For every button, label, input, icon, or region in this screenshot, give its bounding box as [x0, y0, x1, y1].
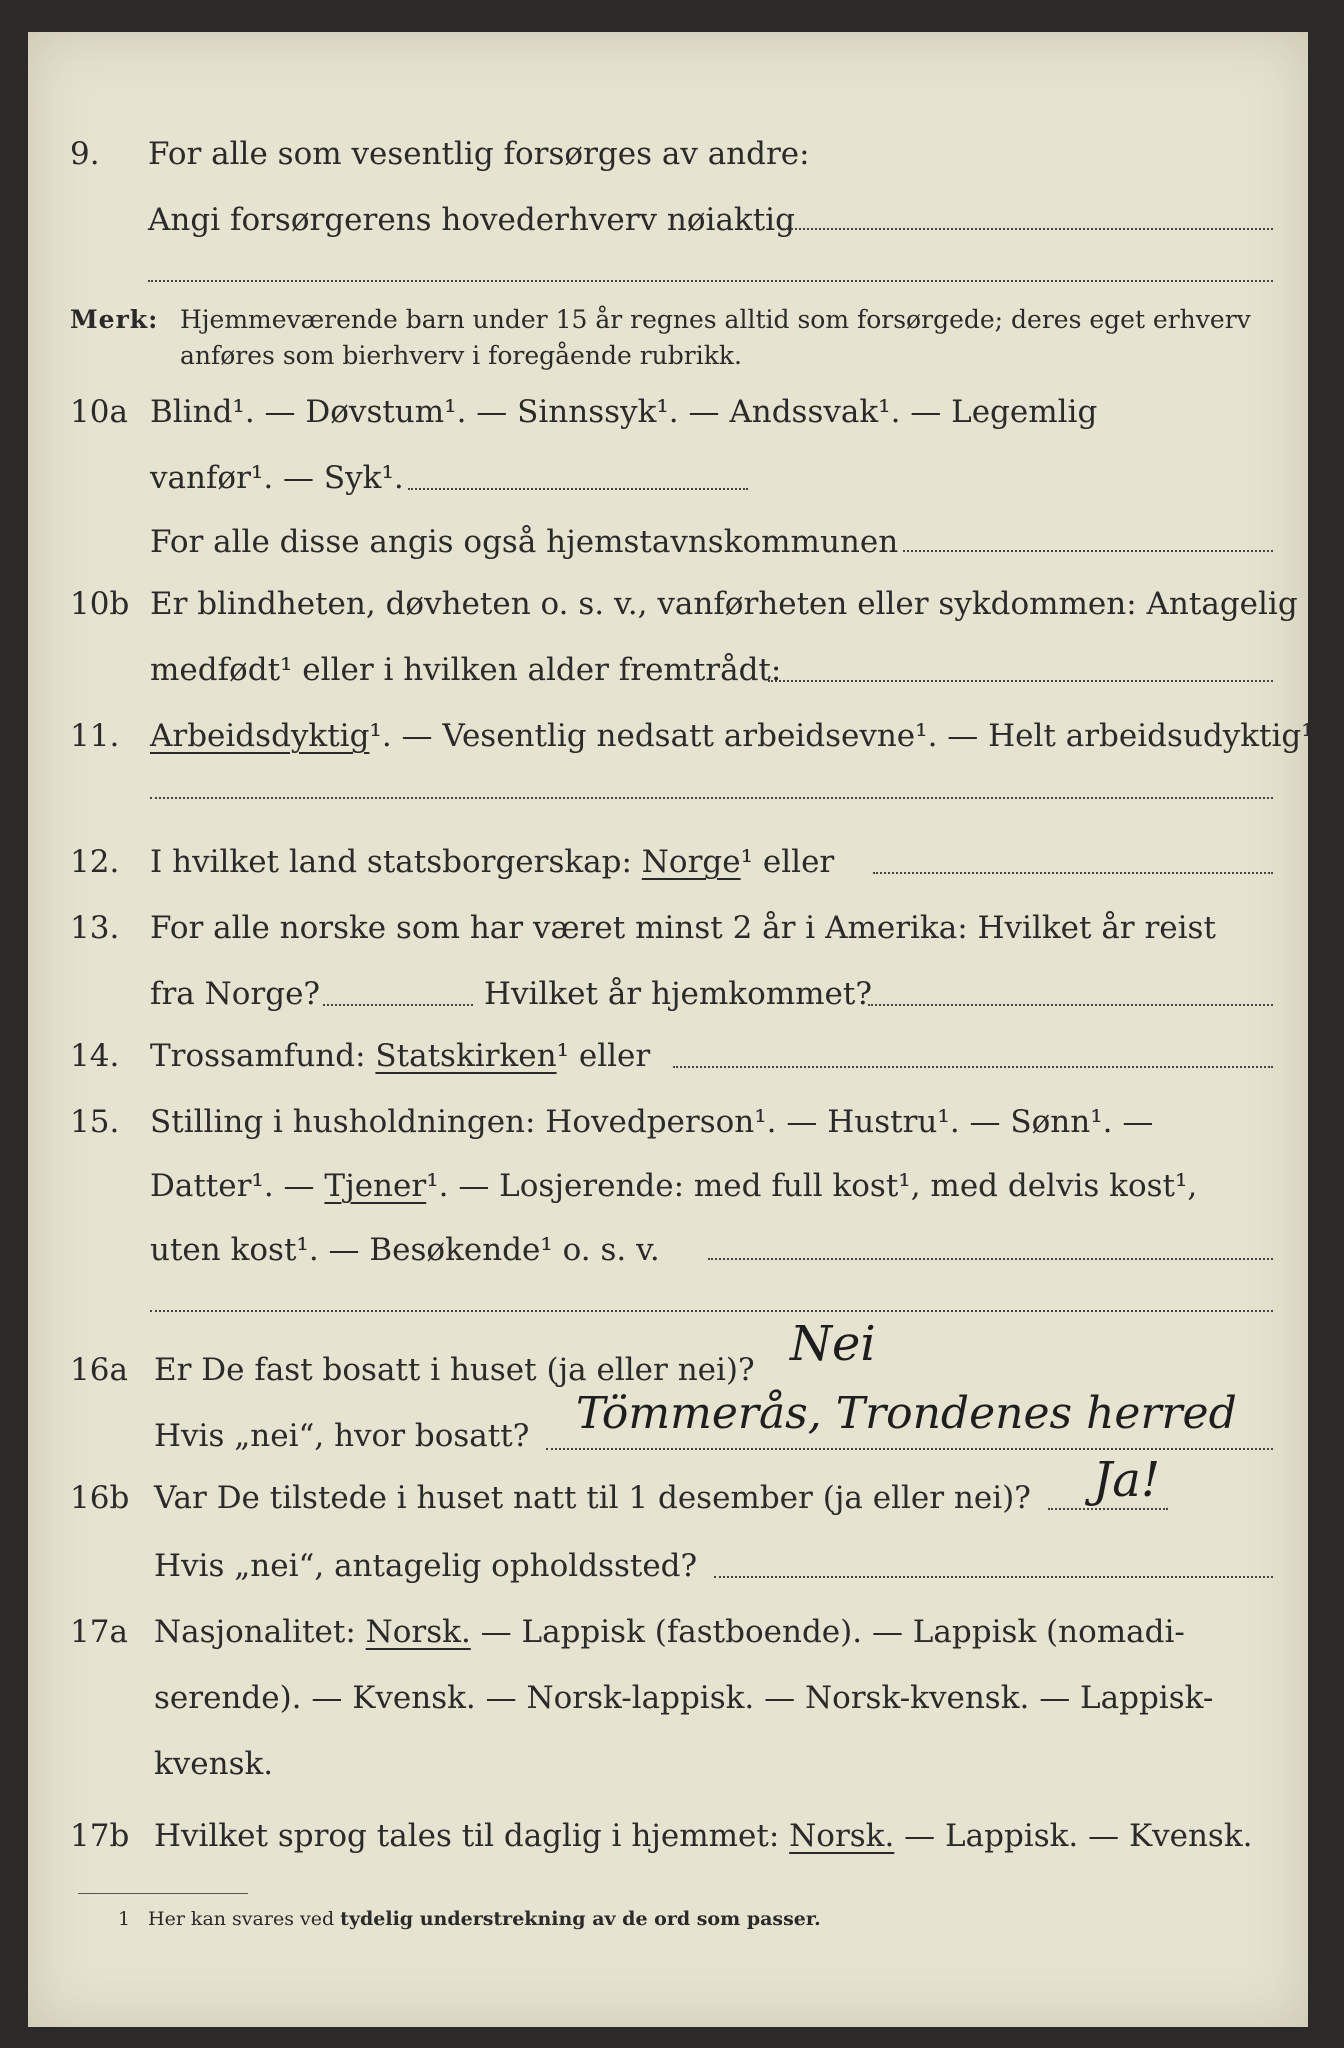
census-form-page [28, 32, 1324, 2027]
q17a-line1 [154, 1612, 1185, 1652]
q17b-question: Hvilket sprog tales til daglig i hjemmet: [154, 1818, 780, 1854]
q15-answer-line-2[interactable] [150, 1310, 1273, 1312]
q13-line2b: Hvilket år hjemkommet? [484, 976, 872, 1012]
q14-selected-option[interactable]: Statskirken [375, 1038, 557, 1074]
q14-number: 14. [70, 1038, 120, 1074]
q16a-answer-line[interactable] [546, 1448, 1273, 1450]
q9-answer-line-1[interactable] [783, 228, 1273, 230]
q11-line [150, 716, 1324, 756]
q10a-answer-line-1[interactable] [408, 488, 748, 490]
q17a-line2: serende). — Kvensk. — Norsk-lappisk. — Norsk-kvensk. — Lappisk- [154, 1680, 1214, 1716]
q9-number: 9. [70, 136, 100, 172]
q11-selected-option[interactable]: Arbeidsdyktig [150, 718, 370, 754]
q16b-number: 16b [70, 1480, 130, 1516]
footnote-intro: Her kan svares ved [148, 1908, 335, 1930]
q10a-number: 10a [70, 394, 128, 430]
q13-line1: For alle norske som har været minst 2 år i Amerika: Hvilket år reist [150, 910, 1216, 946]
q16b-answer-line-1[interactable] [1048, 1508, 1168, 1510]
q15-answer-line-1[interactable] [708, 1258, 1273, 1260]
footnote-rule [78, 1893, 248, 1894]
footnote-text [148, 1908, 821, 1930]
q10b-line2: medfødt¹ eller i hvilken alder fremtrådt: [150, 652, 782, 688]
q12-or: ¹ eller [740, 844, 835, 880]
q17a-options: — Lappisk (fastboende). — Lappisk (nomadi- [480, 1614, 1185, 1650]
q17b-options: — Lappisk. — Kvensk. [904, 1818, 1253, 1854]
q16b-line2: Hvis „nei“, antagelig opholdssted? [154, 1548, 698, 1584]
q12-line [150, 842, 834, 882]
q17b-selected-option[interactable]: Norsk. [789, 1818, 895, 1854]
q16a-handwritten-residence: Tömmerås, Trondenes herred [576, 1388, 1237, 1439]
q9-line1: For alle som vesentlig forsørges av andre: [148, 136, 810, 172]
q10b-answer-line[interactable] [768, 680, 1273, 682]
merk-line2: anføres som bierhverv i foregående rubrikk. [180, 341, 742, 370]
q17a-selected-option[interactable]: Norsk. [365, 1614, 471, 1650]
q13-number: 13. [70, 910, 120, 946]
q12-question: I hvilket land statsborgerskap: [150, 844, 632, 880]
merk-line1: Hjemmeværende barn under 15 år regnes alltid som forsørgede; deres eget erhverv [180, 305, 1251, 334]
q17a-line3: kvensk. [154, 1746, 274, 1782]
q17a-question: Nasjonalitet: [154, 1614, 356, 1650]
q15-line2 [150, 1166, 1197, 1206]
q15-losjerende: ¹. — Losjerende: med full kost¹, med delvis kost¹, [426, 1168, 1198, 1204]
q17b-line [154, 1816, 1252, 1856]
q11-answer-line[interactable] [150, 797, 1273, 799]
q10b-number: 10b [70, 586, 130, 622]
q16b-line1: Var De tilstede i huset natt til 1 desember (ja eller nei)? [154, 1480, 1031, 1516]
q16a-line2: Hvis „nei“, hvor bosatt? [154, 1418, 530, 1454]
q10a-line2: vanfør¹. — Syk¹. [150, 460, 404, 496]
q15-selected-option[interactable]: Tjener [324, 1168, 427, 1204]
q16a-line1: Er De fast bosatt i huset (ja eller nei)? [154, 1352, 755, 1388]
q10a-answer-line-2[interactable] [903, 550, 1273, 552]
q13-answer-line-1[interactable] [323, 1004, 473, 1006]
q16a-number: 16a [70, 1352, 128, 1388]
q10b-line1: Er blindheten, døvheten o. s. v., vanførheten eller sykdommen: Antagelig [150, 586, 1298, 622]
q16a-handwritten-answer: Nei [790, 1316, 876, 1372]
q11-number: 11. [70, 718, 120, 754]
q16b-answer-line-2[interactable] [714, 1576, 1273, 1578]
q9-answer-line-2[interactable] [148, 280, 1273, 282]
q17b-number: 17b [70, 1818, 130, 1854]
q15-line1: Stilling i husholdningen: Hovedperson¹. — Hustru¹. — Sønn¹. — [150, 1104, 1154, 1140]
q17a-number: 17a [70, 1614, 128, 1650]
q16b-handwritten-answer: Ja! [1093, 1452, 1161, 1508]
q12-selected-option[interactable]: Norge [641, 844, 741, 880]
q9-line2: Angi forsørgerens hovederhverv nøiaktig [148, 202, 795, 238]
footnote-mark: 1 [118, 1908, 131, 1930]
footnote-bold: tydelig understrekning av de ord som passer. [340, 1908, 821, 1930]
q14-answer-line[interactable] [673, 1066, 1273, 1068]
q12-answer-line[interactable] [873, 872, 1273, 874]
q15-number: 15. [70, 1104, 120, 1140]
q10a-line3: For alle disse angis også hjemstavnskommunen [150, 524, 899, 560]
q12-number: 12. [70, 844, 120, 880]
q13-line2a: fra Norge? [150, 976, 321, 1012]
q14-line [150, 1036, 650, 1076]
q11-options: ¹. — Vesentlig nedsatt arbeidsevne¹. — Helt arbeidsudyktig¹. [369, 718, 1324, 754]
q14-question: Trossamfund: [150, 1038, 366, 1074]
merk-label: Merk: [70, 305, 159, 334]
q14-or: ¹ eller [556, 1038, 651, 1074]
q13-answer-line-2[interactable] [868, 1004, 1273, 1006]
q15-line3: uten kost¹. — Besøkende¹ o. s. v. [150, 1232, 660, 1268]
q15-datter: Datter¹. — [150, 1168, 315, 1204]
q10a-line1: Blind¹. — Døvstum¹. — Sinnssyk¹. — Andssvak¹. — Legemlig [150, 394, 1098, 430]
